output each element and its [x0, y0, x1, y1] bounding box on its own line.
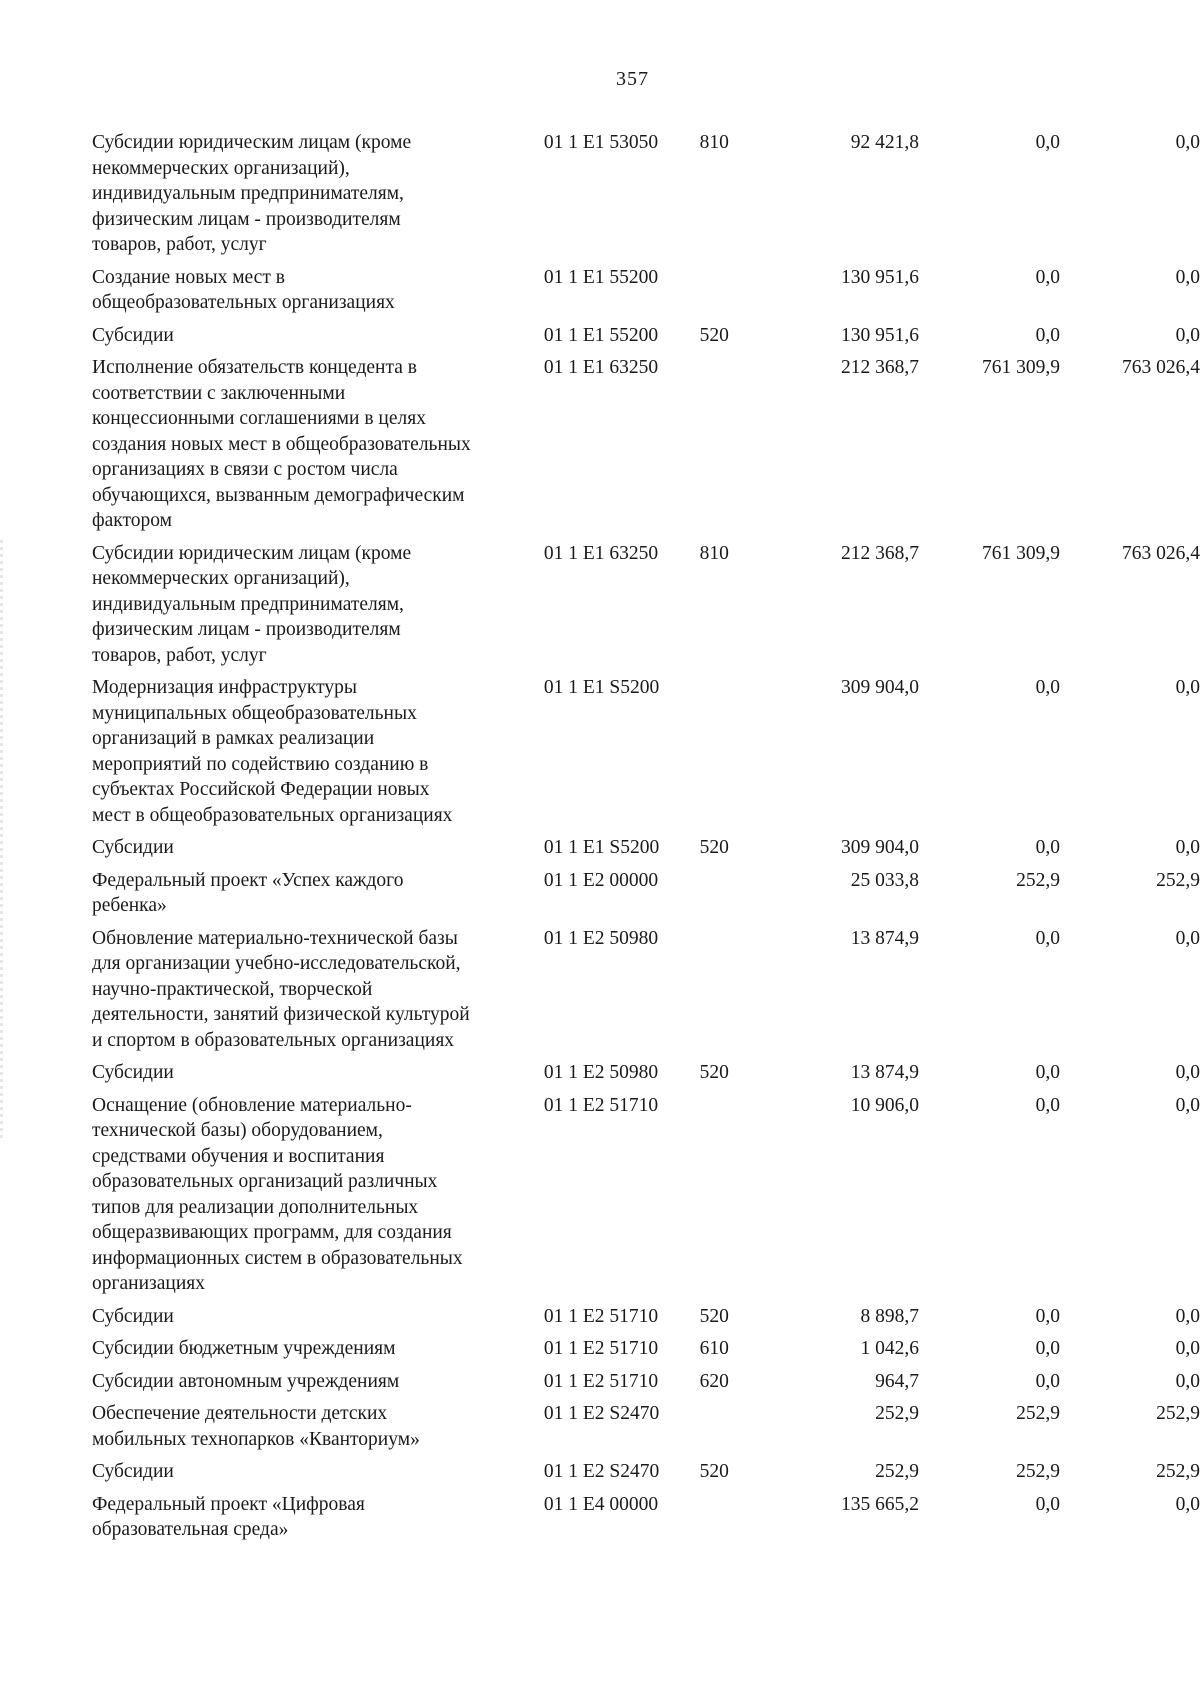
row-amount-1: 13 874,9	[850, 927, 919, 949]
row-amount-2: 0,0	[1035, 132, 1060, 153]
row-amount-1: 1 042,6	[860, 1338, 919, 1359]
row-name: Модернизация инфраструктуры муниципальных общеобразовательных организаций в рамках реализации мероприятий по содействию созданию в субъектах Российской Федерации новых мест в общеобразовательных организациях	[92, 677, 453, 826]
row-expense-type	[700, 926, 759, 1061]
row-expense-type	[700, 1401, 759, 1459]
row-amount-3: 763 026,4	[1122, 357, 1200, 378]
row-amount-3: 0,0	[1175, 1305, 1200, 1327]
row-amount-3: 0,0	[1175, 1493, 1200, 1515]
row-amount-3: 0,0	[1175, 266, 1200, 288]
row-code: 01 1 E2 51710	[543, 1370, 659, 1392]
row-expense-type: 810	[699, 132, 729, 153]
table-row	[92, 1492, 1200, 1550]
row-expense-type	[700, 265, 759, 323]
table-row	[92, 926, 1200, 1061]
row-amount-3: 252,9	[1156, 869, 1200, 891]
row-code: 01 1 E2 00000	[543, 869, 659, 891]
row-amount-2: 0,0	[1035, 837, 1060, 858]
row-name: Создание новых мест в общеобразовательных организациях	[92, 266, 395, 313]
row-amount-2: 0,0	[1035, 1338, 1060, 1359]
row-amount-2: 0,0	[1035, 324, 1060, 346]
row-amount-1: 13 874,9	[850, 1062, 919, 1083]
row-expense-type	[700, 1093, 759, 1304]
row-name: Субсидии	[92, 837, 174, 858]
row-name: Исполнение обязательств концедента в соответствии с заключенными концессионными соглашениями в целях создания новых мест в общеобразовательных организациях в связи с ростом числа обучающихся, вызванным демографическим фактором	[92, 357, 471, 531]
row-expense-type	[700, 868, 759, 926]
row-amount-2: 252,9	[1016, 869, 1060, 891]
table-row	[92, 323, 1200, 356]
row-code: 01 1 E2 S2470	[543, 1461, 660, 1482]
row-expense-type: 620	[699, 1370, 729, 1392]
row-name: Субсидии	[92, 1062, 174, 1083]
row-code: 01 1 E1 63250	[543, 542, 659, 564]
row-amount-3: 0,0	[1175, 324, 1200, 346]
row-amount-2: 0,0	[1035, 1062, 1060, 1083]
table-row	[92, 355, 1200, 541]
scan-edge-artifact	[0, 540, 3, 1140]
row-amount-2: 0,0	[1035, 1493, 1060, 1515]
table-row	[92, 1304, 1200, 1337]
row-amount-3: 763 026,4	[1122, 542, 1200, 564]
table-row	[92, 835, 1200, 868]
row-amount-3: 252,9	[1156, 1461, 1200, 1482]
row-code: 01 1 E2 51710	[543, 1094, 659, 1116]
row-expense-type	[700, 355, 759, 541]
row-expense-type: 520	[699, 324, 729, 346]
row-expense-type	[700, 675, 759, 835]
row-amount-2: 761 309,9	[981, 542, 1060, 564]
row-name: Субсидии автономным учреждениям	[92, 1370, 400, 1392]
row-name: Обеспечение деятельности детских мобильных технопарков «Кванториум»	[92, 1403, 420, 1450]
table-row	[92, 265, 1200, 323]
row-amount-3: 252,9	[1156, 1403, 1200, 1424]
row-amount-1: 212 368,7	[840, 542, 919, 564]
table-row	[92, 1459, 1200, 1492]
row-amount-1: 309 904,0	[840, 837, 919, 858]
row-code: 01 1 E1 63250	[543, 357, 659, 378]
row-name: Субсидии	[92, 1305, 174, 1327]
row-amount-1: 252,9	[875, 1461, 919, 1482]
row-amount-1: 8 898,7	[860, 1305, 919, 1327]
row-code: 01 1 E1 55200	[543, 266, 659, 288]
row-expense-type: 520	[699, 1305, 729, 1327]
row-name: Обновление материально-технической базы для организации учебно-исследовательской, научно-практической, творческой деятельности, занятий физической культурой и спортом в образовательных организациях	[92, 927, 470, 1051]
row-amount-2: 252,9	[1016, 1403, 1060, 1424]
row-amount-1: 309 904,0	[840, 677, 919, 698]
row-amount-2: 0,0	[1035, 1094, 1060, 1116]
page-number: 357	[616, 68, 649, 90]
row-amount-2: 0,0	[1035, 1370, 1060, 1392]
row-amount-1: 135 665,2	[840, 1493, 919, 1515]
row-code: 01 1 E2 50980	[543, 927, 659, 949]
row-amount-2: 0,0	[1035, 927, 1060, 949]
row-amount-2: 0,0	[1035, 1305, 1060, 1327]
row-expense-type: 520	[699, 1062, 729, 1083]
row-amount-2: 761 309,9	[981, 357, 1060, 378]
row-expense-type: 520	[699, 837, 729, 858]
row-code: 01 1 E1 S5200	[543, 677, 660, 698]
table-row	[92, 1336, 1200, 1369]
row-amount-2: 252,9	[1016, 1461, 1060, 1482]
row-name: Субсидии	[92, 1461, 174, 1482]
row-code: 01 1 E2 50980	[543, 1062, 659, 1083]
row-amount-3: 0,0	[1175, 927, 1200, 949]
row-code: 01 1 E1 S5200	[543, 837, 660, 858]
row-amount-3: 0,0	[1175, 1062, 1200, 1083]
row-amount-1: 130 951,6	[840, 324, 919, 346]
row-amount-1: 25 033,8	[850, 869, 919, 891]
row-code: 01 1 E2 S2470	[543, 1403, 660, 1424]
row-amount-1: 130 951,6	[840, 266, 919, 288]
row-expense-type	[700, 1492, 759, 1550]
row-amount-1: 964,7	[875, 1370, 919, 1392]
row-amount-2: 0,0	[1035, 266, 1060, 288]
row-amount-3: 0,0	[1175, 677, 1200, 698]
row-name: Субсидии юридическим лицам (кроме некоммерческих организаций), индивидуальным предпринимателям, физическим лицам - производителям товаров, работ, услуг	[92, 132, 412, 255]
row-amount-1: 212 368,7	[840, 357, 919, 378]
row-name: Федеральный проект «Успех каждого ребенка»	[92, 869, 404, 916]
row-code: 01 1 E2 51710	[543, 1305, 659, 1327]
row-amount-3: 0,0	[1175, 1370, 1200, 1392]
row-name: Федеральный проект «Цифровая образовательная среда»	[92, 1493, 365, 1540]
table-row	[92, 1401, 1200, 1459]
row-code: 01 1 E4 00000	[543, 1493, 659, 1515]
row-amount-3: 0,0	[1175, 132, 1200, 153]
budget-table	[92, 130, 1200, 1550]
row-amount-1: 252,9	[875, 1403, 919, 1424]
row-code: 01 1 E1 55200	[543, 324, 659, 346]
table-row	[92, 541, 1200, 676]
row-amount-1: 92 421,8	[850, 132, 919, 153]
row-amount-3: 0,0	[1175, 1094, 1200, 1116]
row-name: Оснащение (обновление материально- технической базы) оборудованием, средствами обучения и воспитания образовательных организаций различных типов для реализации дополнительных общеразвивающих программ, для создания информационных систем в образовательных организациях	[92, 1094, 463, 1294]
row-amount-2: 0,0	[1035, 677, 1060, 698]
budget-table-body	[92, 130, 1200, 1550]
row-code: 01 1 E1 53050	[543, 132, 659, 153]
row-expense-type: 520	[699, 1461, 729, 1482]
table-row	[92, 130, 1200, 265]
row-amount-3: 0,0	[1175, 1338, 1200, 1359]
table-row	[92, 675, 1200, 835]
row-name: Субсидии бюджетным учреждениям	[92, 1338, 396, 1359]
row-amount-3: 0,0	[1175, 837, 1200, 858]
row-expense-type: 610	[699, 1338, 729, 1359]
row-expense-type: 810	[699, 542, 729, 564]
row-name: Субсидии	[92, 324, 174, 346]
row-amount-1: 10 906,0	[850, 1094, 919, 1116]
table-row	[92, 868, 1200, 926]
row-name: Субсидии юридическим лицам (кроме некоммерческих организаций), индивидуальным предпринимателям, физическим лицам - производителям товаров, работ, услуг	[92, 542, 412, 666]
table-row	[92, 1060, 1200, 1093]
table-row	[92, 1093, 1200, 1304]
row-code: 01 1 E2 51710	[543, 1338, 659, 1359]
table-row	[92, 1369, 1200, 1402]
